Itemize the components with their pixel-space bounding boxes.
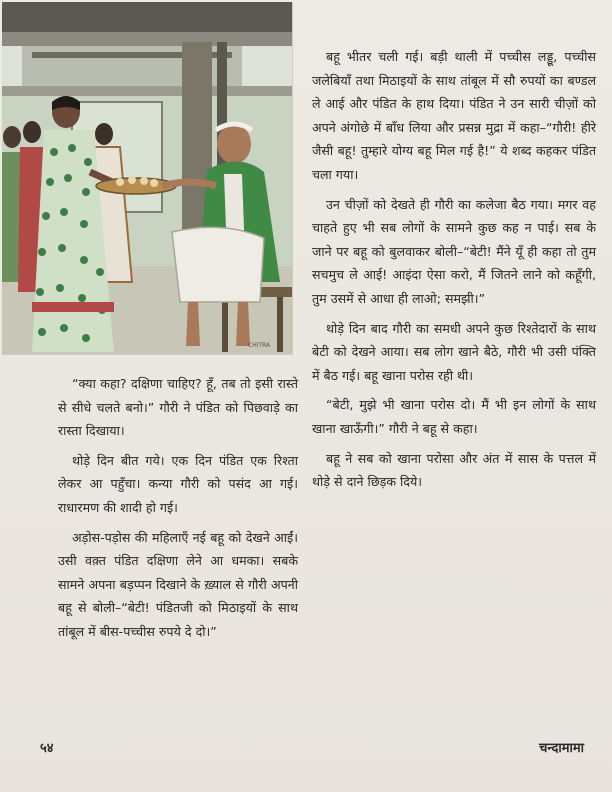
magazine-name: चन्दामामा: [539, 741, 584, 756]
artist-signature: CHITRA: [248, 342, 271, 349]
paragraph: थोड़े दिन बीत गये। एक दिन पंडित एक रिश्ता लेकर आ पहुँचा। कन्या गौरी को पसंद आ गई। राधारमण की शादी हो गई।: [58, 452, 298, 515]
right-text-column: [312, 45, 596, 500]
paragraph: उन चीज़ों को देखते ही गौरी का कलेजा बैठ गया। मगर वह चाहते हुए भी सब लोगों के सामने कुछ कह न पाई। सब के जाने पर बहू को बुलवाकर बोली–“बेटी! मैंने यूँ ही कहा तो तुम सचमुच ले आई! आइंदा ऐसा करो, मैं जितने लाने को कहूँगी, तुम उसमें से आधा ही लाओ; समझी।”: [312, 196, 596, 306]
paragraph: “बेटी, मुझे भी खाना परोस दो। मैं भी इन लोगों के साथ खाना खाऊँगी।” गौरी ने बहू से कहा।: [312, 397, 596, 436]
paragraph: बहू ने सब को खाना परोसा और अंत में सास के पत्तल में थोड़े से दाने छिड़क दिये।: [312, 450, 596, 490]
paragraph: थोड़े दिन बाद गौरी का समधी अपने कुछ रिश्तेदारों के साथ बेटी को देखने आया। सब लोग खाने बैठे, गौरी भी उसी पंक्ति में बैठ गई। बहू खाना परोस रही थी।: [312, 320, 596, 383]
paragraph: “क्या कहा? दक्षिणा चाहिए? हूँ, तब तो इसी रास्ते से सीधे चलते बनो।” गौरी ने पंडित को पिछवाड़े का रास्ता दिखाया।: [58, 376, 298, 439]
page-footer: [30, 738, 584, 762]
illustration-drawing: [2, 2, 292, 354]
story-illustration: [2, 2, 293, 355]
paragraph: अड़ोस-पड़ोस की महिलाएँ नई बहू को देखने आईं। उसी वक़्त पंडित दक्षिणा लेने आ धमका। सबके सामने अपना बड़प्पन दिखाने के ख़्याल से गौरी अपनी बहू से बोली–“बेटी! पंडितजी को मिठाइयों के साथ तांबूल में बीस-पच्चीस रुपये दे दो।”: [58, 529, 298, 639]
paragraph: बहू भीतर चली गई। बड़ी थाली में पच्चीस लड्डू, पच्चीस जलेबियाँ तथा मिठाइयों के साथ तांबूल में सौ रुपयों का बण्डल ले आई और पंडित के हाथ दिया। पंडित ने उन सारी चीज़ों को अपने अंगोछे में बाँध लिया और प्रसन्न मुद्रा में कहा–“गौरी! हीरे जैसी बहू! तुम्हारे योग्य बहू मिल गई है!” ये शब्द कहकर पंडित चला गया।: [312, 49, 596, 182]
left-text-column: [58, 372, 298, 650]
page-number: ५४: [40, 741, 54, 756]
